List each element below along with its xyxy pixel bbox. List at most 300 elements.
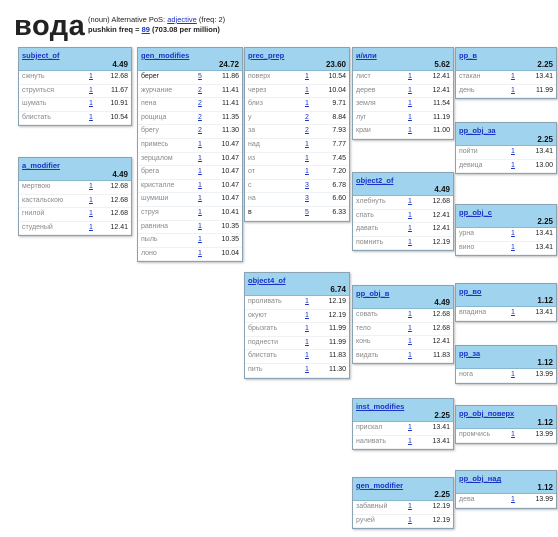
group-header xyxy=(138,48,242,71)
collocate-row xyxy=(353,112,453,126)
collocate-row xyxy=(353,223,453,237)
collocate-word: брега xyxy=(141,168,160,176)
collocate-word: брегу xyxy=(141,127,159,135)
collocate-freq-link[interactable]: 1 xyxy=(305,352,309,360)
collocate-freq-link[interactable]: 1 xyxy=(408,424,412,431)
collocate-row xyxy=(19,85,131,99)
collocate-score: 10.41 xyxy=(221,208,239,216)
collocate-score: 12.41 xyxy=(432,225,450,233)
group-score: 2.25 xyxy=(434,411,450,420)
group-name-link[interactable]: pp_в xyxy=(459,51,477,60)
relation-group xyxy=(455,204,557,256)
group-score: 1.12 xyxy=(537,296,553,305)
collocate-word: вино xyxy=(459,243,475,251)
group-score: 1.12 xyxy=(537,418,553,427)
group-header xyxy=(19,48,131,71)
collocate-score: 13.41 xyxy=(535,243,553,251)
collocate-word: шумать xyxy=(22,100,47,108)
group-score: 24.72 xyxy=(218,60,239,69)
collocate-freq-link[interactable]: 1 xyxy=(89,210,93,218)
collocate-word: прискал xyxy=(356,424,383,431)
collocate-word: блистать xyxy=(248,352,277,360)
collocate-score: 13.99 xyxy=(535,431,553,438)
collocate-word: видать xyxy=(356,351,379,359)
collocate-freq-link[interactable]: 2 xyxy=(305,127,309,135)
collocate-score: 8.84 xyxy=(332,113,346,121)
collocate-score: 10.47 xyxy=(221,154,239,162)
collocate-row xyxy=(353,85,453,99)
relation-group xyxy=(18,47,132,126)
collocate-freq-link[interactable]: 1 xyxy=(198,236,202,244)
collocate-row xyxy=(138,221,242,235)
collocate-row xyxy=(19,98,131,112)
collocate-score: 12.41 xyxy=(432,86,450,94)
collocate-score: 13.41 xyxy=(432,437,450,445)
collocate-score: 12.68 xyxy=(110,196,128,204)
group-name-link[interactable]: gen_modifies xyxy=(141,51,190,60)
group-score: 1.12 xyxy=(537,358,553,367)
collocate-freq-link[interactable]: 1 xyxy=(511,496,515,503)
collocate-score: 12.68 xyxy=(110,210,128,218)
collocate-score: 10.91 xyxy=(110,100,128,108)
collocate-row xyxy=(245,364,349,378)
collocate-row xyxy=(456,242,556,256)
collocate-freq-link[interactable]: 3 xyxy=(305,181,309,189)
collocate-score: 11.86 xyxy=(222,73,239,80)
group-score: 4.49 xyxy=(112,170,128,179)
group-name-link[interactable]: a_modifier xyxy=(22,161,60,170)
collocate-score: 12.41 xyxy=(432,338,450,346)
collocate-freq-link[interactable]: 1 xyxy=(511,371,515,378)
collocate-freq-link[interactable]: 1 xyxy=(408,351,412,359)
collocate-word: пойти xyxy=(459,148,478,155)
collocate-row xyxy=(456,429,556,443)
collocate-score: 10.04 xyxy=(328,86,346,94)
collocate-freq-link[interactable]: 1 xyxy=(89,86,93,94)
collocate-freq-link[interactable]: 1 xyxy=(511,161,515,169)
group-score: 1.12 xyxy=(537,483,553,492)
group-header xyxy=(245,273,349,296)
collocate-row xyxy=(245,310,349,324)
collocate-freq-link[interactable]: 1 xyxy=(408,324,412,332)
collocate-word: струя xyxy=(141,208,159,216)
collocate-score: 7.20 xyxy=(332,168,346,176)
collocate-word: стакан xyxy=(459,73,481,80)
collocate-word: промчись xyxy=(459,431,491,438)
collocate-freq-link[interactable]: 1 xyxy=(198,195,202,203)
collocate-freq-link[interactable]: 1 xyxy=(198,249,202,257)
group-header xyxy=(456,406,556,429)
group-header xyxy=(456,471,556,494)
group-header xyxy=(456,205,556,228)
collocate-word: краи xyxy=(356,127,371,135)
collocate-freq-link[interactable]: 1 xyxy=(305,154,309,162)
collocate-freq-link[interactable]: 1 xyxy=(408,503,412,510)
collocate-score: 13.00 xyxy=(535,161,553,169)
collocate-word: пыль xyxy=(141,236,158,244)
collocate-word: равнина xyxy=(141,222,169,230)
freq-line xyxy=(88,25,220,34)
collocate-row xyxy=(138,153,242,167)
collocate-row xyxy=(456,85,556,99)
collocate-freq-link[interactable]: 2 xyxy=(198,100,202,108)
collocate-row xyxy=(353,501,453,515)
collocate-score: 7.45 xyxy=(332,154,346,162)
collocate-score: 11.54 xyxy=(433,100,450,108)
collocate-word: зерцалом xyxy=(141,154,173,162)
collocate-freq-link[interactable]: 1 xyxy=(511,431,515,438)
collocate-row xyxy=(138,193,242,207)
group-score: 23.60 xyxy=(325,60,346,69)
collocate-score: 6.33 xyxy=(332,208,346,216)
collocate-freq-link[interactable]: 2 xyxy=(198,127,202,135)
collocate-row xyxy=(353,237,453,251)
group-header xyxy=(353,399,453,422)
collocate-word: сжнуть xyxy=(22,73,45,80)
collocate-freq-link[interactable]: 1 xyxy=(408,516,412,524)
collocate-freq-link[interactable]: 1 xyxy=(89,196,93,204)
collocate-score: 11.19 xyxy=(433,113,450,121)
group-header xyxy=(353,286,453,309)
collocate-score: 11.41 xyxy=(222,100,239,108)
collocate-score: 6.60 xyxy=(332,195,346,203)
freq-label: pushkin freq = xyxy=(88,25,142,34)
relation-group xyxy=(18,157,132,236)
collocate-word: спать xyxy=(356,211,374,219)
collocate-freq-link[interactable]: 1 xyxy=(408,211,412,219)
collocate-freq-link[interactable]: 1 xyxy=(408,225,412,233)
collocate-score: 12.41 xyxy=(432,211,450,219)
collocate-score: 13.99 xyxy=(535,496,553,503)
collocate-freq-link[interactable]: 1 xyxy=(198,154,202,162)
collocate-row xyxy=(456,307,556,321)
collocate-row xyxy=(19,222,131,236)
group-header xyxy=(456,48,556,71)
collocate-row xyxy=(353,350,453,364)
collocate-word: окуют xyxy=(248,311,267,319)
collocate-score: 12.19 xyxy=(328,298,346,305)
collocate-score: 12.68 xyxy=(432,311,450,318)
collocate-score: 11.99 xyxy=(536,86,553,94)
collocate-row xyxy=(456,494,556,508)
group-name-link[interactable]: object2_of xyxy=(356,176,394,185)
collocate-freq-link[interactable]: 1 xyxy=(198,181,202,189)
collocate-word: с xyxy=(248,181,252,189)
group-header xyxy=(245,48,349,71)
collocate-freq-link[interactable]: 1 xyxy=(408,113,412,121)
relation-group xyxy=(137,47,243,262)
group-header xyxy=(353,478,453,501)
collocate-score: 12.19 xyxy=(432,503,450,510)
collocate-score: 10.47 xyxy=(221,195,239,203)
collocate-freq-link[interactable]: 1 xyxy=(408,127,412,135)
collocate-score: 13.99 xyxy=(535,371,553,378)
collocate-freq-link[interactable]: 1 xyxy=(511,86,515,94)
group-name-link[interactable]: pp_за xyxy=(459,349,481,358)
collocate-freq-link[interactable]: 1 xyxy=(305,338,309,346)
collocate-word: в xyxy=(248,208,252,216)
relation-group xyxy=(244,272,350,379)
relation-group xyxy=(455,405,557,444)
collocate-row xyxy=(138,234,242,248)
collocate-score: 12.68 xyxy=(110,73,128,80)
collocate-freq-link[interactable]: 1 xyxy=(408,311,412,318)
collocate-word: нога xyxy=(459,371,474,378)
collocate-freq-link[interactable]: 1 xyxy=(408,338,412,346)
collocate-freq-link[interactable]: 1 xyxy=(305,365,309,373)
collocate-word: пена xyxy=(141,100,157,108)
collocate-row xyxy=(19,112,131,126)
pos-label: (noun) Alternative PoS: xyxy=(88,15,168,24)
collocate-word: студеный xyxy=(22,223,53,231)
collocate-freq-link[interactable]: 1 xyxy=(511,243,515,251)
collocate-freq-link[interactable]: 2 xyxy=(305,113,309,121)
collocate-score: 12.41 xyxy=(110,223,128,231)
collocate-freq-link[interactable]: 5 xyxy=(198,73,202,80)
collocate-row xyxy=(456,71,556,85)
collocate-score: 13.41 xyxy=(535,230,553,237)
group-name-link[interactable]: subject_of xyxy=(22,51,60,60)
collocate-freq-link[interactable]: 1 xyxy=(511,73,515,80)
collocate-row xyxy=(245,153,349,167)
collocate-freq-link[interactable]: 1 xyxy=(198,168,202,176)
group-score: 4.49 xyxy=(434,185,450,194)
collocate-score: 13.41 xyxy=(535,148,553,155)
collocate-row xyxy=(353,436,453,450)
group-name-link[interactable]: pp_obj_поверх xyxy=(459,409,515,418)
collocate-word: брызгать xyxy=(248,325,278,333)
collocate-row xyxy=(353,336,453,350)
relation-group xyxy=(352,477,454,529)
collocate-word: через xyxy=(248,86,267,94)
collocate-freq-link[interactable]: 1 xyxy=(89,183,93,190)
collocate-score: 10.54 xyxy=(110,113,128,121)
collocate-word: из xyxy=(248,154,256,162)
collocate-word: берег xyxy=(141,73,160,80)
collocate-score: 10.04 xyxy=(221,249,239,257)
group-name-link[interactable]: pp_obj_в xyxy=(356,289,390,298)
collocate-row xyxy=(456,228,556,242)
collocate-row xyxy=(138,248,242,262)
collocate-word: на xyxy=(248,195,256,203)
collocate-freq-link[interactable]: 1 xyxy=(305,140,309,148)
collocate-score: 11.00 xyxy=(433,127,450,135)
collocate-freq-link[interactable]: 1 xyxy=(305,168,309,176)
collocate-score: 12.19 xyxy=(328,311,346,319)
group-name-link[interactable]: pp_во xyxy=(459,287,482,296)
collocate-freq-link[interactable]: 1 xyxy=(408,73,412,80)
group-score: 6.74 xyxy=(330,285,346,294)
collocate-freq-link[interactable]: 1 xyxy=(89,113,93,121)
collocate-score: 13.41 xyxy=(432,424,450,431)
collocate-word: над xyxy=(248,140,260,148)
collocate-row xyxy=(138,71,242,85)
collocate-word: земля xyxy=(356,100,376,108)
collocate-freq-link[interactable]: 3 xyxy=(305,195,309,203)
collocate-freq-link[interactable]: 1 xyxy=(89,223,93,231)
collocate-score: 11.67 xyxy=(111,86,128,94)
collocate-word: от xyxy=(248,168,255,176)
collocate-freq-link[interactable]: 1 xyxy=(408,238,412,246)
collocate-score: 12.19 xyxy=(432,238,450,246)
group-score: 4.49 xyxy=(112,60,128,69)
collocate-score: 13.41 xyxy=(535,309,553,316)
collocate-freq-link[interactable]: 1 xyxy=(198,208,202,216)
collocate-row xyxy=(138,112,242,126)
group-score: 2.25 xyxy=(537,60,553,69)
collocate-freq-link[interactable]: 1 xyxy=(305,100,309,108)
collocate-score: 11.30 xyxy=(222,127,239,135)
collocate-row xyxy=(19,208,131,222)
relation-group xyxy=(455,122,557,174)
collocate-word: впадина xyxy=(459,309,487,316)
collocate-row xyxy=(353,323,453,337)
collocate-freq-link[interactable]: 2 xyxy=(198,86,202,94)
collocate-row xyxy=(353,515,453,529)
relation-group xyxy=(352,47,454,140)
collocate-word: примесь xyxy=(141,140,169,148)
collocate-row xyxy=(138,180,242,194)
collocate-row xyxy=(245,85,349,99)
group-name-link[interactable]: pp_obj_с xyxy=(459,208,492,217)
collocate-freq-link[interactable]: 1 xyxy=(89,73,93,80)
collocate-word: день xyxy=(459,86,475,94)
group-header xyxy=(456,123,556,146)
group-name-link[interactable]: gen_modifier xyxy=(356,481,404,490)
group-name-link[interactable]: pp_obj_над xyxy=(459,474,502,483)
collocate-row xyxy=(245,180,349,194)
collocate-score: 12.19 xyxy=(432,516,450,524)
collocate-freq-link[interactable]: 1 xyxy=(511,148,515,155)
collocate-word: блистать xyxy=(22,113,51,121)
collocate-freq-link[interactable]: 2 xyxy=(198,113,202,121)
pos-line xyxy=(88,15,225,24)
group-name-link[interactable]: inst_modifies xyxy=(356,402,405,411)
relation-group xyxy=(352,285,454,364)
group-name-link[interactable]: pp_obj_за xyxy=(459,126,496,135)
collocate-score: 11.83 xyxy=(329,352,346,360)
collocate-row xyxy=(245,296,349,310)
collocate-freq-link[interactable]: 1 xyxy=(511,230,515,237)
collocate-row xyxy=(245,139,349,153)
collocate-row xyxy=(138,125,242,139)
relation-group xyxy=(244,47,350,222)
collocate-freq-link[interactable]: 1 xyxy=(408,198,412,205)
collocate-score: 11.99 xyxy=(329,325,346,333)
collocate-row xyxy=(245,337,349,351)
collocate-word: урна xyxy=(459,230,475,237)
alt-pos-link[interactable]: adjective xyxy=(167,15,197,24)
group-score: 2.25 xyxy=(434,490,450,499)
collocate-score: 12.68 xyxy=(432,198,450,205)
collocate-word: поверх xyxy=(248,73,271,80)
collocate-freq-link[interactable]: 1 xyxy=(305,73,309,80)
collocate-row xyxy=(245,323,349,337)
collocate-word: дерев xyxy=(356,86,376,94)
collocate-row xyxy=(245,166,349,180)
collocate-word: лоно xyxy=(141,249,157,257)
group-header xyxy=(353,48,453,71)
collocate-score: 12.41 xyxy=(432,73,450,80)
collocate-score: 10.47 xyxy=(221,140,239,148)
collocate-score: 7.93 xyxy=(332,127,346,135)
freq-link[interactable]: 89 xyxy=(141,25,150,34)
collocate-score: 6.78 xyxy=(332,181,346,189)
relation-group xyxy=(455,283,557,322)
collocate-word: кастальскою xyxy=(22,196,64,204)
group-name-link[interactable]: и/или xyxy=(356,51,377,60)
collocate-freq-link[interactable]: 1 xyxy=(511,309,515,316)
collocate-score: 10.47 xyxy=(221,168,239,176)
collocate-freq-link[interactable]: 1 xyxy=(305,325,309,333)
collocate-word: за xyxy=(248,127,256,135)
collocate-row xyxy=(19,195,131,209)
relation-group xyxy=(352,398,454,450)
collocate-row xyxy=(245,71,349,85)
collocate-word: пить xyxy=(248,365,263,373)
collocate-word: близ xyxy=(248,100,263,108)
collocate-word: давать xyxy=(356,225,379,233)
freq-per-million: (703.08 per million) xyxy=(149,25,220,34)
collocate-score: 11.41 xyxy=(222,86,239,94)
group-name-link[interactable]: prec_prep xyxy=(248,51,285,60)
collocate-score: 12.68 xyxy=(110,183,128,190)
collocate-freq-link[interactable]: 1 xyxy=(89,100,93,108)
collocate-freq-link[interactable]: 1 xyxy=(408,86,412,94)
collocate-score: 10.47 xyxy=(221,181,239,189)
collocate-row xyxy=(138,98,242,112)
collocate-row xyxy=(138,139,242,153)
group-name-link[interactable]: object4_of xyxy=(248,276,286,285)
group-header xyxy=(456,346,556,369)
collocate-score: 11.35 xyxy=(222,113,239,121)
collocate-word: девица xyxy=(459,161,483,169)
collocate-row xyxy=(138,85,242,99)
collocate-freq-link[interactable]: 5 xyxy=(305,208,309,216)
collocate-row xyxy=(138,207,242,221)
relation-group xyxy=(352,172,454,251)
relation-group xyxy=(455,470,557,509)
collocate-word: ручей xyxy=(356,516,375,524)
collocate-freq-link[interactable]: 1 xyxy=(408,100,412,108)
collocate-word: наливать xyxy=(356,437,386,445)
collocate-word: хлебнуть xyxy=(356,198,386,205)
collocate-row xyxy=(245,350,349,364)
collocate-freq-link[interactable]: 1 xyxy=(198,222,202,230)
collocate-word: гнилой xyxy=(22,210,45,218)
collocate-freq-link[interactable]: 1 xyxy=(305,311,309,319)
collocate-word: струиться xyxy=(22,86,55,94)
collocate-row xyxy=(245,112,349,126)
collocate-word: лист xyxy=(356,73,371,80)
collocate-row xyxy=(353,98,453,112)
collocate-row xyxy=(456,369,556,383)
collocate-freq-link[interactable]: 1 xyxy=(198,140,202,148)
collocate-freq-link[interactable]: 1 xyxy=(305,298,309,305)
collocate-score: 13.41 xyxy=(535,73,553,80)
collocate-word: поднести xyxy=(248,338,278,346)
collocate-score: 11.30 xyxy=(329,365,346,373)
collocate-freq-link[interactable]: 1 xyxy=(305,86,309,94)
headword: вода xyxy=(14,10,86,42)
collocate-word: кристалле xyxy=(141,181,175,189)
collocate-word: совать xyxy=(356,311,378,318)
group-header xyxy=(19,158,131,181)
collocate-freq-link[interactable]: 1 xyxy=(408,437,412,445)
collocate-word: проливать xyxy=(248,298,282,305)
collocate-word: у xyxy=(248,113,252,121)
collocate-word: забавный xyxy=(356,503,388,510)
